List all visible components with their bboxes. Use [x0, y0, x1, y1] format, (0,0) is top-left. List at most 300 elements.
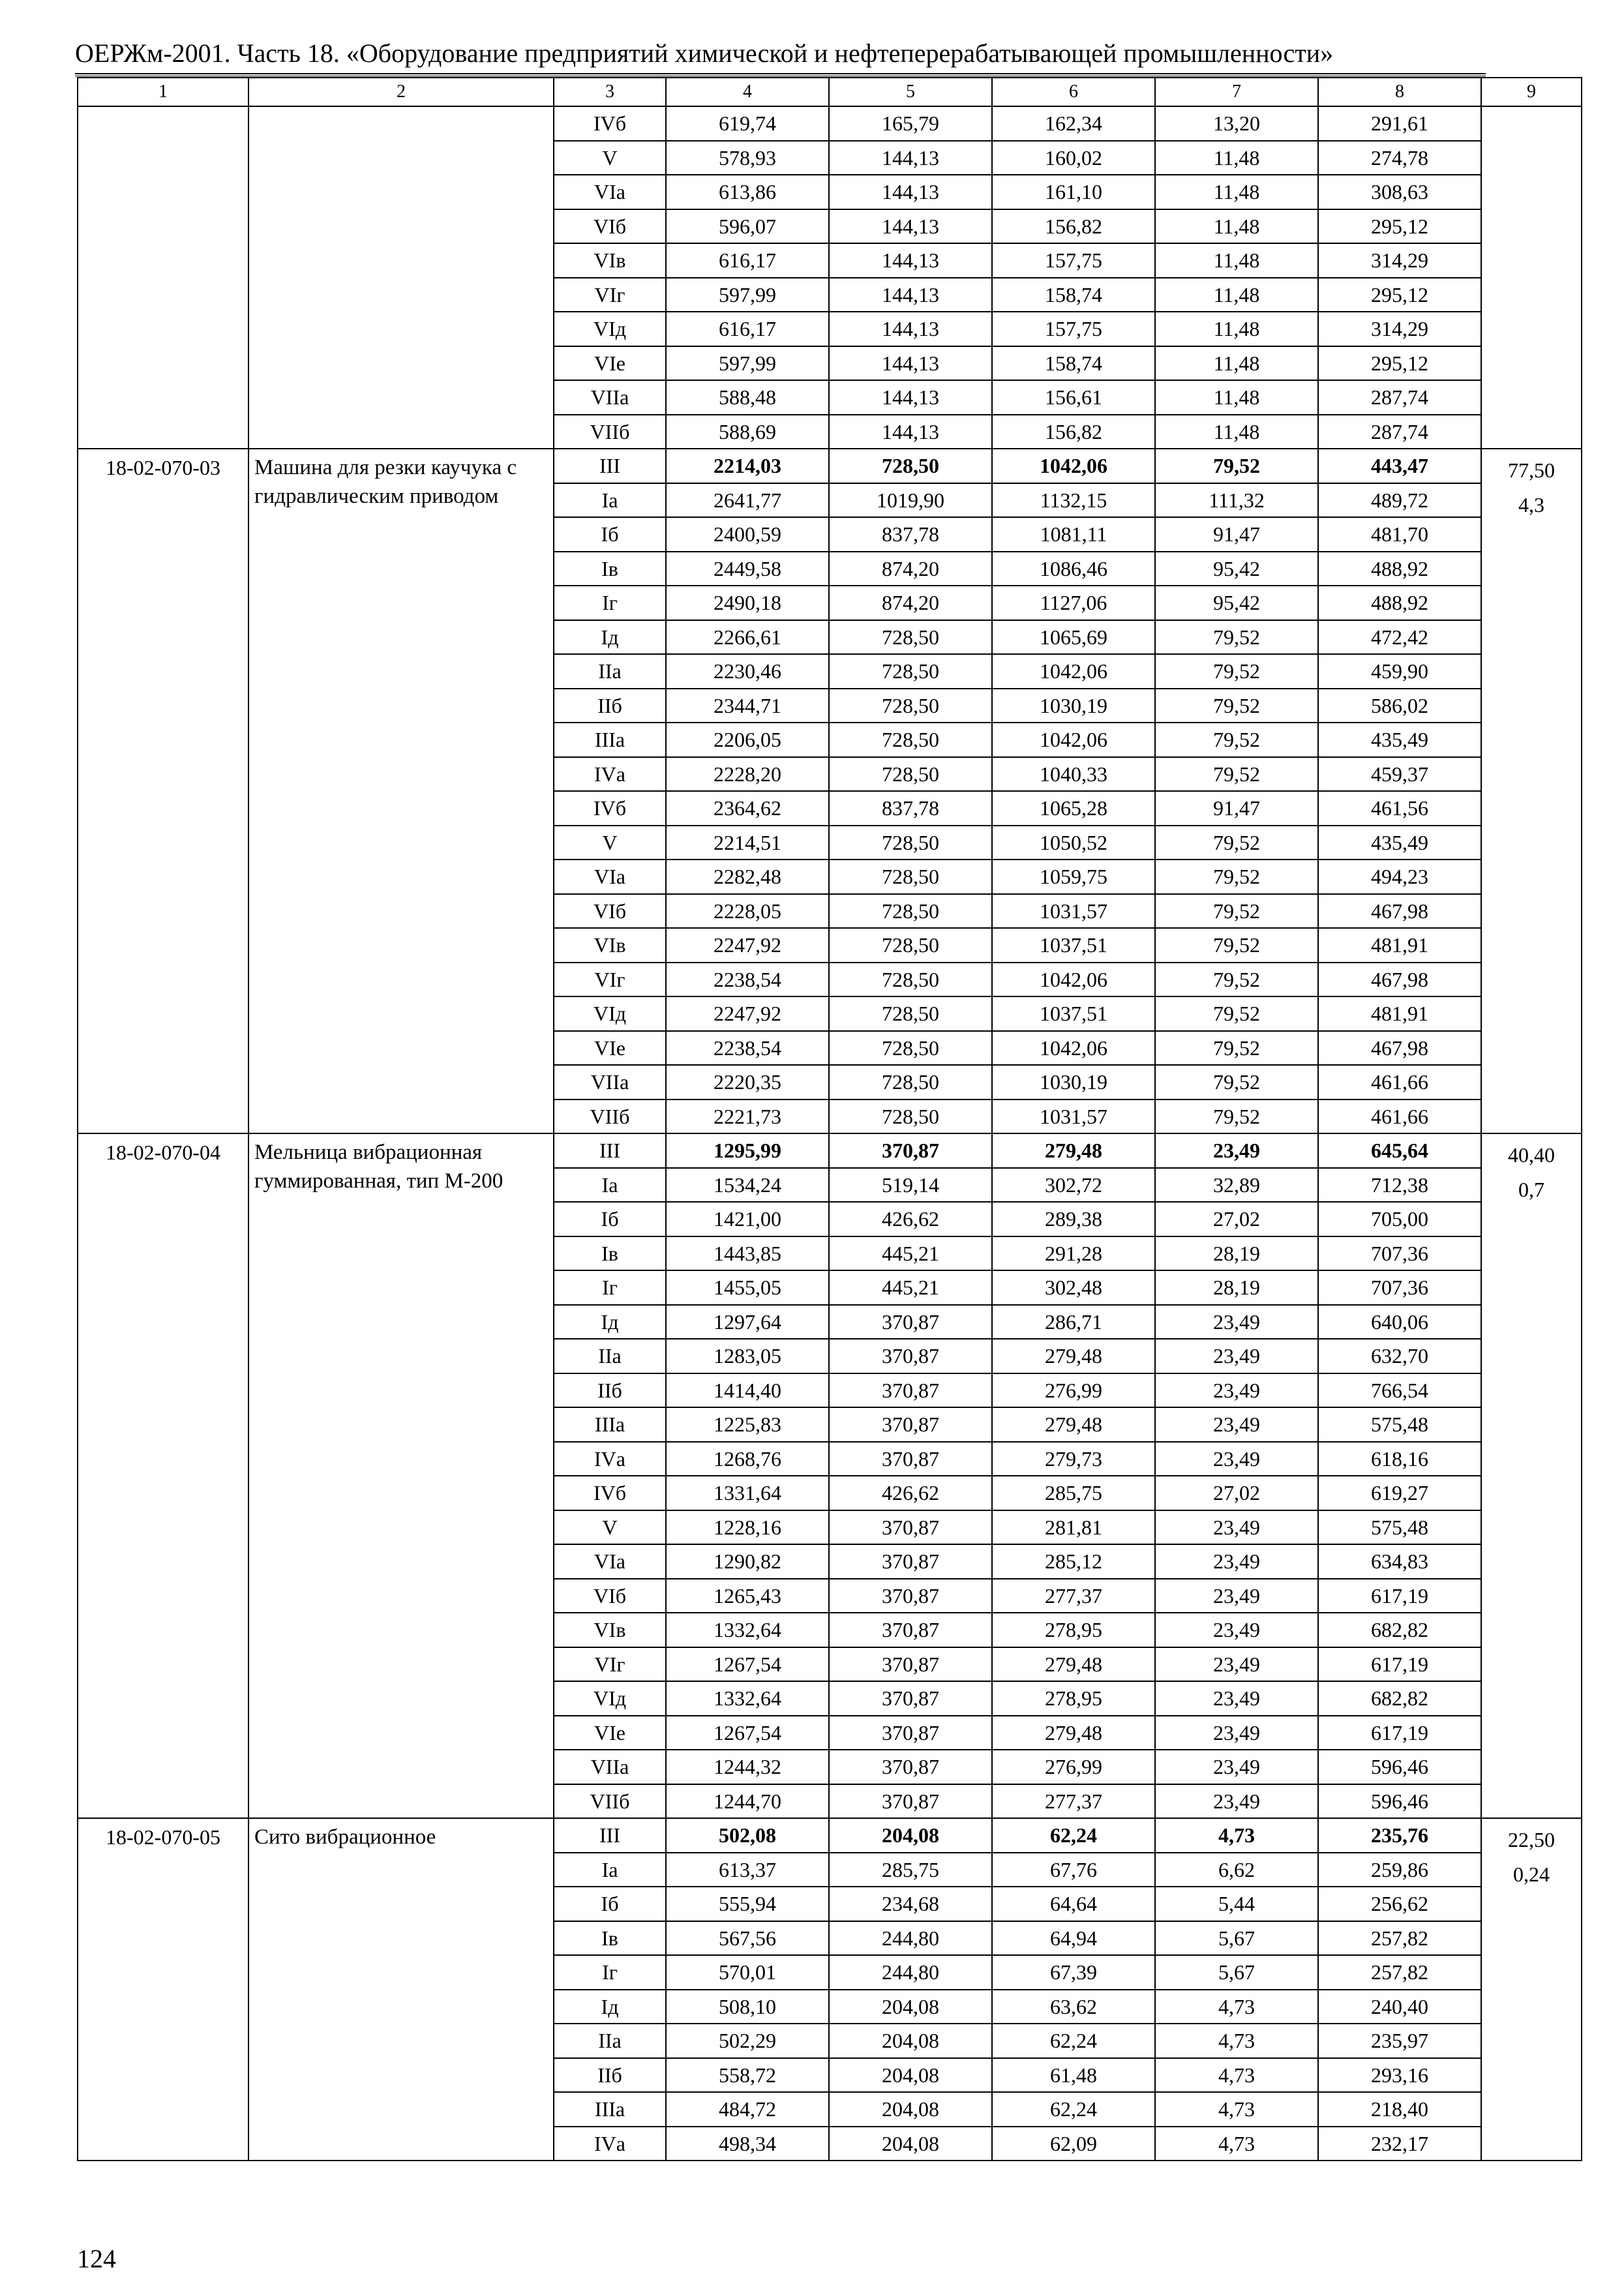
zone-cell: VIд: [554, 996, 666, 1031]
item-code: 18-02-070-03: [78, 449, 248, 1133]
value-cell: 279,48: [992, 1647, 1155, 1682]
value-cell: 1042,06: [992, 1031, 1155, 1066]
value-cell: 489,72: [1318, 483, 1481, 518]
value-cell: 23,49: [1155, 1647, 1318, 1682]
zone-cell: VIа: [554, 175, 666, 209]
value-cell: 1228,16: [666, 1510, 829, 1545]
value-cell: 484,72: [666, 2092, 829, 2127]
value-cell: 613,86: [666, 175, 829, 209]
value-cell: 1331,64: [666, 1476, 829, 1510]
zone-cell: VIд: [554, 312, 666, 346]
value-cell: 11,48: [1155, 243, 1318, 278]
value-cell: 23,49: [1155, 1442, 1318, 1476]
value-cell: 4,73: [1155, 2058, 1318, 2093]
value-cell: 2238,54: [666, 1031, 829, 1066]
value-cell: 11,48: [1155, 175, 1318, 209]
zone-cell: VIв: [554, 1613, 666, 1647]
value-cell: 1031,57: [992, 1100, 1155, 1134]
zone-cell: IVб: [554, 106, 666, 141]
zone-cell: VIг: [554, 963, 666, 997]
zone-cell: Iа: [554, 483, 666, 518]
zone-cell: IVб: [554, 1476, 666, 1510]
value-cell: 244,80: [829, 1921, 992, 1956]
value-cell: 370,87: [829, 1133, 992, 1168]
item-name: Мельница вибрационная гуммированная, тип М-200: [248, 1133, 554, 1818]
value-cell: 467,98: [1318, 1031, 1481, 1066]
zone-cell: VIIб: [554, 1784, 666, 1819]
value-cell: 244,80: [829, 1955, 992, 1990]
value-cell: 1421,00: [666, 1202, 829, 1236]
value-cell: 79,52: [1155, 689, 1318, 723]
zone-cell: VIб: [554, 1579, 666, 1613]
column-number: 9: [1481, 78, 1582, 106]
value-cell: 314,29: [1318, 243, 1481, 278]
value-cell: 235,97: [1318, 2024, 1481, 2058]
value-cell: 1050,52: [992, 826, 1155, 860]
value-cell: 204,08: [829, 2058, 992, 2093]
value-cell: 79,52: [1155, 996, 1318, 1031]
value-cell: 370,87: [829, 1681, 992, 1716]
zone-cell: VIIа: [554, 1750, 666, 1784]
value-cell: 158,74: [992, 346, 1155, 381]
value-cell: 588,69: [666, 415, 829, 449]
value-cell: 728,50: [829, 757, 992, 792]
value-cell: 558,72: [666, 2058, 829, 2093]
value-cell: 111,32: [1155, 483, 1318, 518]
column-number: 1: [78, 78, 248, 106]
value-cell: 289,38: [992, 1202, 1155, 1236]
zone-cell: Iд: [554, 1990, 666, 2024]
value-cell: 481,70: [1318, 517, 1481, 552]
value-cell: 157,75: [992, 312, 1155, 346]
value-cell: 488,92: [1318, 586, 1481, 620]
value-cell: 586,02: [1318, 689, 1481, 723]
value-cell: 62,24: [992, 2024, 1155, 2058]
column-number: 2: [248, 78, 554, 106]
zone-cell: VIг: [554, 1647, 666, 1682]
value-cell: 204,08: [829, 2024, 992, 2058]
value-cell: 682,82: [1318, 1681, 1481, 1716]
value-cell: 295,12: [1318, 209, 1481, 244]
value-cell: 728,50: [829, 449, 992, 483]
value-cell: 1297,64: [666, 1305, 829, 1339]
value-cell: 498,34: [666, 2127, 829, 2161]
value-cell: 2449,58: [666, 552, 829, 586]
value-cell: 2344,71: [666, 689, 829, 723]
value-cell: 204,08: [829, 2092, 992, 2127]
value-cell: 508,10: [666, 1990, 829, 2024]
table-body: [78, 106, 1582, 2161]
value-cell: 1065,69: [992, 620, 1155, 655]
zone-cell: Iа: [554, 1853, 666, 1887]
value-cell: 144,13: [829, 380, 992, 415]
value-cell: 728,50: [829, 894, 992, 929]
value-cell: 5,67: [1155, 1955, 1318, 1990]
value-cell: 67,39: [992, 1955, 1155, 1990]
value-cell: 79,52: [1155, 826, 1318, 860]
value-cell: 461,66: [1318, 1100, 1481, 1134]
value-cell: 370,87: [829, 1407, 992, 1442]
zone-cell: IVа: [554, 1442, 666, 1476]
value-cell: 728,50: [829, 928, 992, 963]
column-number: 7: [1155, 78, 1318, 106]
value-cell: 314,29: [1318, 312, 1481, 346]
value-cell: 370,87: [829, 1647, 992, 1682]
value-cell: 23,49: [1155, 1579, 1318, 1613]
value-cell: 570,01: [666, 1955, 829, 1990]
value-cell: 588,48: [666, 380, 829, 415]
value-cell: 567,56: [666, 1921, 829, 1956]
value-cell: 2282,48: [666, 860, 829, 894]
value-cell: 291,61: [1318, 106, 1481, 141]
value-cell: 467,98: [1318, 894, 1481, 929]
value-cell: 2220,35: [666, 1065, 829, 1100]
value-cell: 874,20: [829, 586, 992, 620]
value-cell: 728,50: [829, 620, 992, 655]
value-cell: 2230,46: [666, 654, 829, 689]
zone-cell: III: [554, 1818, 666, 1853]
value-cell: 156,61: [992, 380, 1155, 415]
value-cell: 5,67: [1155, 1921, 1318, 1956]
value-cell: 481,91: [1318, 996, 1481, 1031]
col9-cell: [1481, 1818, 1582, 2161]
value-cell: 874,20: [829, 552, 992, 586]
value-cell: 281,81: [992, 1510, 1155, 1545]
value-cell: 2221,73: [666, 1100, 829, 1134]
value-cell: 302,48: [992, 1270, 1155, 1305]
value-cell: 11,48: [1155, 346, 1318, 381]
value-cell: 426,62: [829, 1202, 992, 1236]
value-cell: 728,50: [829, 1031, 992, 1066]
value-cell: 634,83: [1318, 1544, 1481, 1579]
value-cell: 435,49: [1318, 826, 1481, 860]
col9-cell: [1481, 106, 1582, 449]
value-cell: 443,47: [1318, 449, 1481, 483]
value-cell: 370,87: [829, 1613, 992, 1647]
value-cell: 481,91: [1318, 928, 1481, 963]
value-cell: 1283,05: [666, 1339, 829, 1373]
value-cell: 144,13: [829, 278, 992, 312]
zone-cell: III: [554, 449, 666, 483]
price-table: [77, 77, 1582, 2161]
col9-value: 77,50: [1508, 458, 1555, 482]
value-cell: 23,49: [1155, 1716, 1318, 1750]
value-cell: 274,78: [1318, 141, 1481, 175]
value-cell: 370,87: [829, 1784, 992, 1819]
value-cell: 23,49: [1155, 1133, 1318, 1168]
value-cell: 64,94: [992, 1921, 1155, 1956]
value-cell: 370,87: [829, 1544, 992, 1579]
zone-cell: VIе: [554, 1031, 666, 1066]
col9-value: 0,24: [1513, 1863, 1550, 1886]
value-cell: 91,47: [1155, 517, 1318, 552]
value-cell: 445,21: [829, 1236, 992, 1271]
zone-cell: Iб: [554, 1887, 666, 1921]
value-cell: 2238,54: [666, 963, 829, 997]
value-cell: 728,50: [829, 654, 992, 689]
value-cell: 613,37: [666, 1853, 829, 1887]
value-cell: 158,74: [992, 278, 1155, 312]
value-cell: 1332,64: [666, 1613, 829, 1647]
value-cell: 79,52: [1155, 1065, 1318, 1100]
zone-cell: Iв: [554, 1921, 666, 1956]
value-cell: 618,16: [1318, 1442, 1481, 1476]
value-cell: 11,48: [1155, 312, 1318, 346]
value-cell: 519,14: [829, 1168, 992, 1203]
value-cell: 79,52: [1155, 1100, 1318, 1134]
value-cell: 1414,40: [666, 1373, 829, 1408]
value-cell: 1332,64: [666, 1681, 829, 1716]
value-cell: 79,52: [1155, 654, 1318, 689]
value-cell: 28,19: [1155, 1236, 1318, 1271]
value-cell: 1443,85: [666, 1236, 829, 1271]
value-cell: 1042,06: [992, 723, 1155, 757]
column-number: 8: [1318, 78, 1481, 106]
value-cell: 461,56: [1318, 791, 1481, 826]
value-cell: 494,23: [1318, 860, 1481, 894]
value-cell: 287,74: [1318, 380, 1481, 415]
value-cell: 279,48: [992, 1339, 1155, 1373]
value-cell: 1265,43: [666, 1579, 829, 1613]
value-cell: 1059,75: [992, 860, 1155, 894]
value-cell: 259,86: [1318, 1853, 1481, 1887]
value-cell: 95,42: [1155, 586, 1318, 620]
value-cell: 62,24: [992, 2092, 1155, 2127]
value-cell: 6,62: [1155, 1853, 1318, 1887]
value-cell: 291,28: [992, 1236, 1155, 1271]
value-cell: 1534,24: [666, 1168, 829, 1203]
value-cell: 728,50: [829, 826, 992, 860]
value-cell: 162,34: [992, 106, 1155, 141]
value-cell: 278,95: [992, 1613, 1155, 1647]
value-cell: 459,37: [1318, 757, 1481, 792]
value-cell: 1086,46: [992, 552, 1155, 586]
value-cell: 596,07: [666, 209, 829, 244]
value-cell: 295,12: [1318, 346, 1481, 381]
zone-cell: IIIа: [554, 723, 666, 757]
zone-cell: VIд: [554, 1681, 666, 1716]
value-cell: 435,49: [1318, 723, 1481, 757]
value-cell: 1267,54: [666, 1716, 829, 1750]
zone-cell: IIа: [554, 1339, 666, 1373]
value-cell: 1225,83: [666, 1407, 829, 1442]
zone-cell: V: [554, 1510, 666, 1545]
value-cell: 1268,76: [666, 1442, 829, 1476]
value-cell: 1065,28: [992, 791, 1155, 826]
value-cell: 4,73: [1155, 2024, 1318, 2058]
value-cell: 728,50: [829, 723, 992, 757]
value-cell: 11,48: [1155, 380, 1318, 415]
value-cell: 23,49: [1155, 1510, 1318, 1545]
zone-cell: VIб: [554, 894, 666, 929]
value-cell: 2641,77: [666, 483, 829, 518]
value-cell: 578,93: [666, 141, 829, 175]
value-cell: 144,13: [829, 312, 992, 346]
item-code: 18-02-070-04: [78, 1133, 248, 1818]
value-cell: 11,48: [1155, 141, 1318, 175]
col9-value: 0,7: [1518, 1178, 1544, 1201]
value-cell: 240,40: [1318, 1990, 1481, 2024]
zone-cell: IVа: [554, 757, 666, 792]
value-cell: 1295,99: [666, 1133, 829, 1168]
value-cell: 728,50: [829, 996, 992, 1031]
value-cell: 79,52: [1155, 894, 1318, 929]
value-cell: 459,90: [1318, 654, 1481, 689]
value-cell: 144,13: [829, 346, 992, 381]
value-cell: 11,48: [1155, 415, 1318, 449]
value-cell: 23,49: [1155, 1681, 1318, 1716]
zone-cell: V: [554, 826, 666, 860]
value-cell: 79,52: [1155, 757, 1318, 792]
value-cell: 467,98: [1318, 963, 1481, 997]
value-cell: 1267,54: [666, 1647, 829, 1682]
value-cell: 79,52: [1155, 860, 1318, 894]
value-cell: 4,73: [1155, 2092, 1318, 2127]
value-cell: 277,37: [992, 1579, 1155, 1613]
zone-cell: IVа: [554, 2127, 666, 2161]
value-cell: 596,46: [1318, 1750, 1481, 1784]
value-cell: 27,02: [1155, 1476, 1318, 1510]
zone-cell: Iв: [554, 552, 666, 586]
value-cell: 156,82: [992, 415, 1155, 449]
value-cell: 144,13: [829, 175, 992, 209]
value-cell: 79,52: [1155, 963, 1318, 997]
value-cell: 279,48: [992, 1407, 1155, 1442]
zone-cell: VIе: [554, 1716, 666, 1750]
value-cell: 79,52: [1155, 723, 1318, 757]
value-cell: 204,08: [829, 1818, 992, 1853]
value-cell: 712,38: [1318, 1168, 1481, 1203]
value-cell: 79,52: [1155, 928, 1318, 963]
value-cell: 370,87: [829, 1716, 992, 1750]
col9-value: 40,40: [1508, 1143, 1555, 1167]
table-row: [78, 1133, 1582, 1168]
value-cell: 23,49: [1155, 1407, 1318, 1442]
zone-cell: VIб: [554, 209, 666, 244]
value-cell: 144,13: [829, 141, 992, 175]
value-cell: 279,48: [992, 1133, 1155, 1168]
value-cell: 64,64: [992, 1887, 1155, 1921]
zone-cell: IIа: [554, 654, 666, 689]
value-cell: 461,66: [1318, 1065, 1481, 1100]
value-cell: 1030,19: [992, 1065, 1155, 1100]
value-cell: 23,49: [1155, 1544, 1318, 1579]
value-cell: 1040,33: [992, 757, 1155, 792]
column-number: 5: [829, 78, 992, 106]
value-cell: 144,13: [829, 209, 992, 244]
zone-cell: VIв: [554, 928, 666, 963]
value-cell: 1019,90: [829, 483, 992, 518]
value-cell: 575,48: [1318, 1510, 1481, 1545]
zone-cell: IIIа: [554, 1407, 666, 1442]
zone-cell: Iг: [554, 1270, 666, 1305]
column-number: 6: [992, 78, 1155, 106]
value-cell: 682,82: [1318, 1613, 1481, 1647]
table-row: [78, 106, 1582, 141]
value-cell: 728,50: [829, 689, 992, 723]
zone-cell: Iг: [554, 1955, 666, 1990]
value-cell: 1081,11: [992, 517, 1155, 552]
value-cell: 276,99: [992, 1750, 1155, 1784]
value-cell: 1042,06: [992, 449, 1155, 483]
zone-cell: Iв: [554, 1236, 666, 1271]
value-cell: 2400,59: [666, 517, 829, 552]
value-cell: 728,50: [829, 1100, 992, 1134]
value-cell: 11,48: [1155, 278, 1318, 312]
value-cell: 4,73: [1155, 1990, 1318, 2024]
value-cell: 1031,57: [992, 894, 1155, 929]
table-row: [78, 449, 1582, 483]
value-cell: 488,92: [1318, 552, 1481, 586]
value-cell: 555,94: [666, 1887, 829, 1921]
value-cell: 2247,92: [666, 996, 829, 1031]
value-cell: 837,78: [829, 517, 992, 552]
value-cell: 1244,32: [666, 1750, 829, 1784]
value-cell: 293,16: [1318, 2058, 1481, 2093]
zone-cell: IIIа: [554, 2092, 666, 2127]
value-cell: 79,52: [1155, 449, 1318, 483]
value-cell: 13,20: [1155, 106, 1318, 141]
value-cell: 79,52: [1155, 1031, 1318, 1066]
zone-cell: Iд: [554, 1305, 666, 1339]
value-cell: 295,12: [1318, 278, 1481, 312]
col9-value: 22,50: [1508, 1828, 1555, 1851]
value-cell: 2214,51: [666, 826, 829, 860]
value-cell: 302,72: [992, 1168, 1155, 1203]
value-cell: 370,87: [829, 1442, 992, 1476]
value-cell: 707,36: [1318, 1270, 1481, 1305]
value-cell: 23,49: [1155, 1373, 1318, 1408]
value-cell: 2266,61: [666, 620, 829, 655]
value-cell: 218,40: [1318, 2092, 1481, 2127]
value-cell: 27,02: [1155, 1202, 1318, 1236]
value-cell: 2206,05: [666, 723, 829, 757]
column-number-row: [78, 78, 1582, 106]
value-cell: 286,71: [992, 1305, 1155, 1339]
zone-cell: VIе: [554, 346, 666, 381]
value-cell: 645,64: [1318, 1133, 1481, 1168]
item-code: [78, 106, 248, 449]
value-cell: 23,49: [1155, 1613, 1318, 1647]
value-cell: 616,17: [666, 243, 829, 278]
zone-cell: VIIб: [554, 415, 666, 449]
value-cell: 596,46: [1318, 1784, 1481, 1819]
value-cell: 279,73: [992, 1442, 1155, 1476]
value-cell: 2228,05: [666, 894, 829, 929]
zone-cell: VIа: [554, 1544, 666, 1579]
zone-cell: IIб: [554, 689, 666, 723]
value-cell: 23,49: [1155, 1339, 1318, 1373]
value-cell: 502,29: [666, 2024, 829, 2058]
value-cell: 597,99: [666, 346, 829, 381]
value-cell: 277,37: [992, 1784, 1155, 1819]
value-cell: 728,50: [829, 860, 992, 894]
value-cell: 67,76: [992, 1853, 1155, 1887]
value-cell: 617,19: [1318, 1579, 1481, 1613]
value-cell: 308,63: [1318, 175, 1481, 209]
value-cell: 204,08: [829, 1990, 992, 2024]
zone-cell: VIIа: [554, 1065, 666, 1100]
value-cell: 632,70: [1318, 1339, 1481, 1373]
value-cell: 23,49: [1155, 1750, 1318, 1784]
zone-cell: V: [554, 141, 666, 175]
value-cell: 616,17: [666, 312, 829, 346]
value-cell: 5,44: [1155, 1887, 1318, 1921]
value-cell: 62,09: [992, 2127, 1155, 2161]
value-cell: 279,48: [992, 1716, 1155, 1750]
zone-cell: IIб: [554, 1373, 666, 1408]
zone-cell: VIг: [554, 278, 666, 312]
